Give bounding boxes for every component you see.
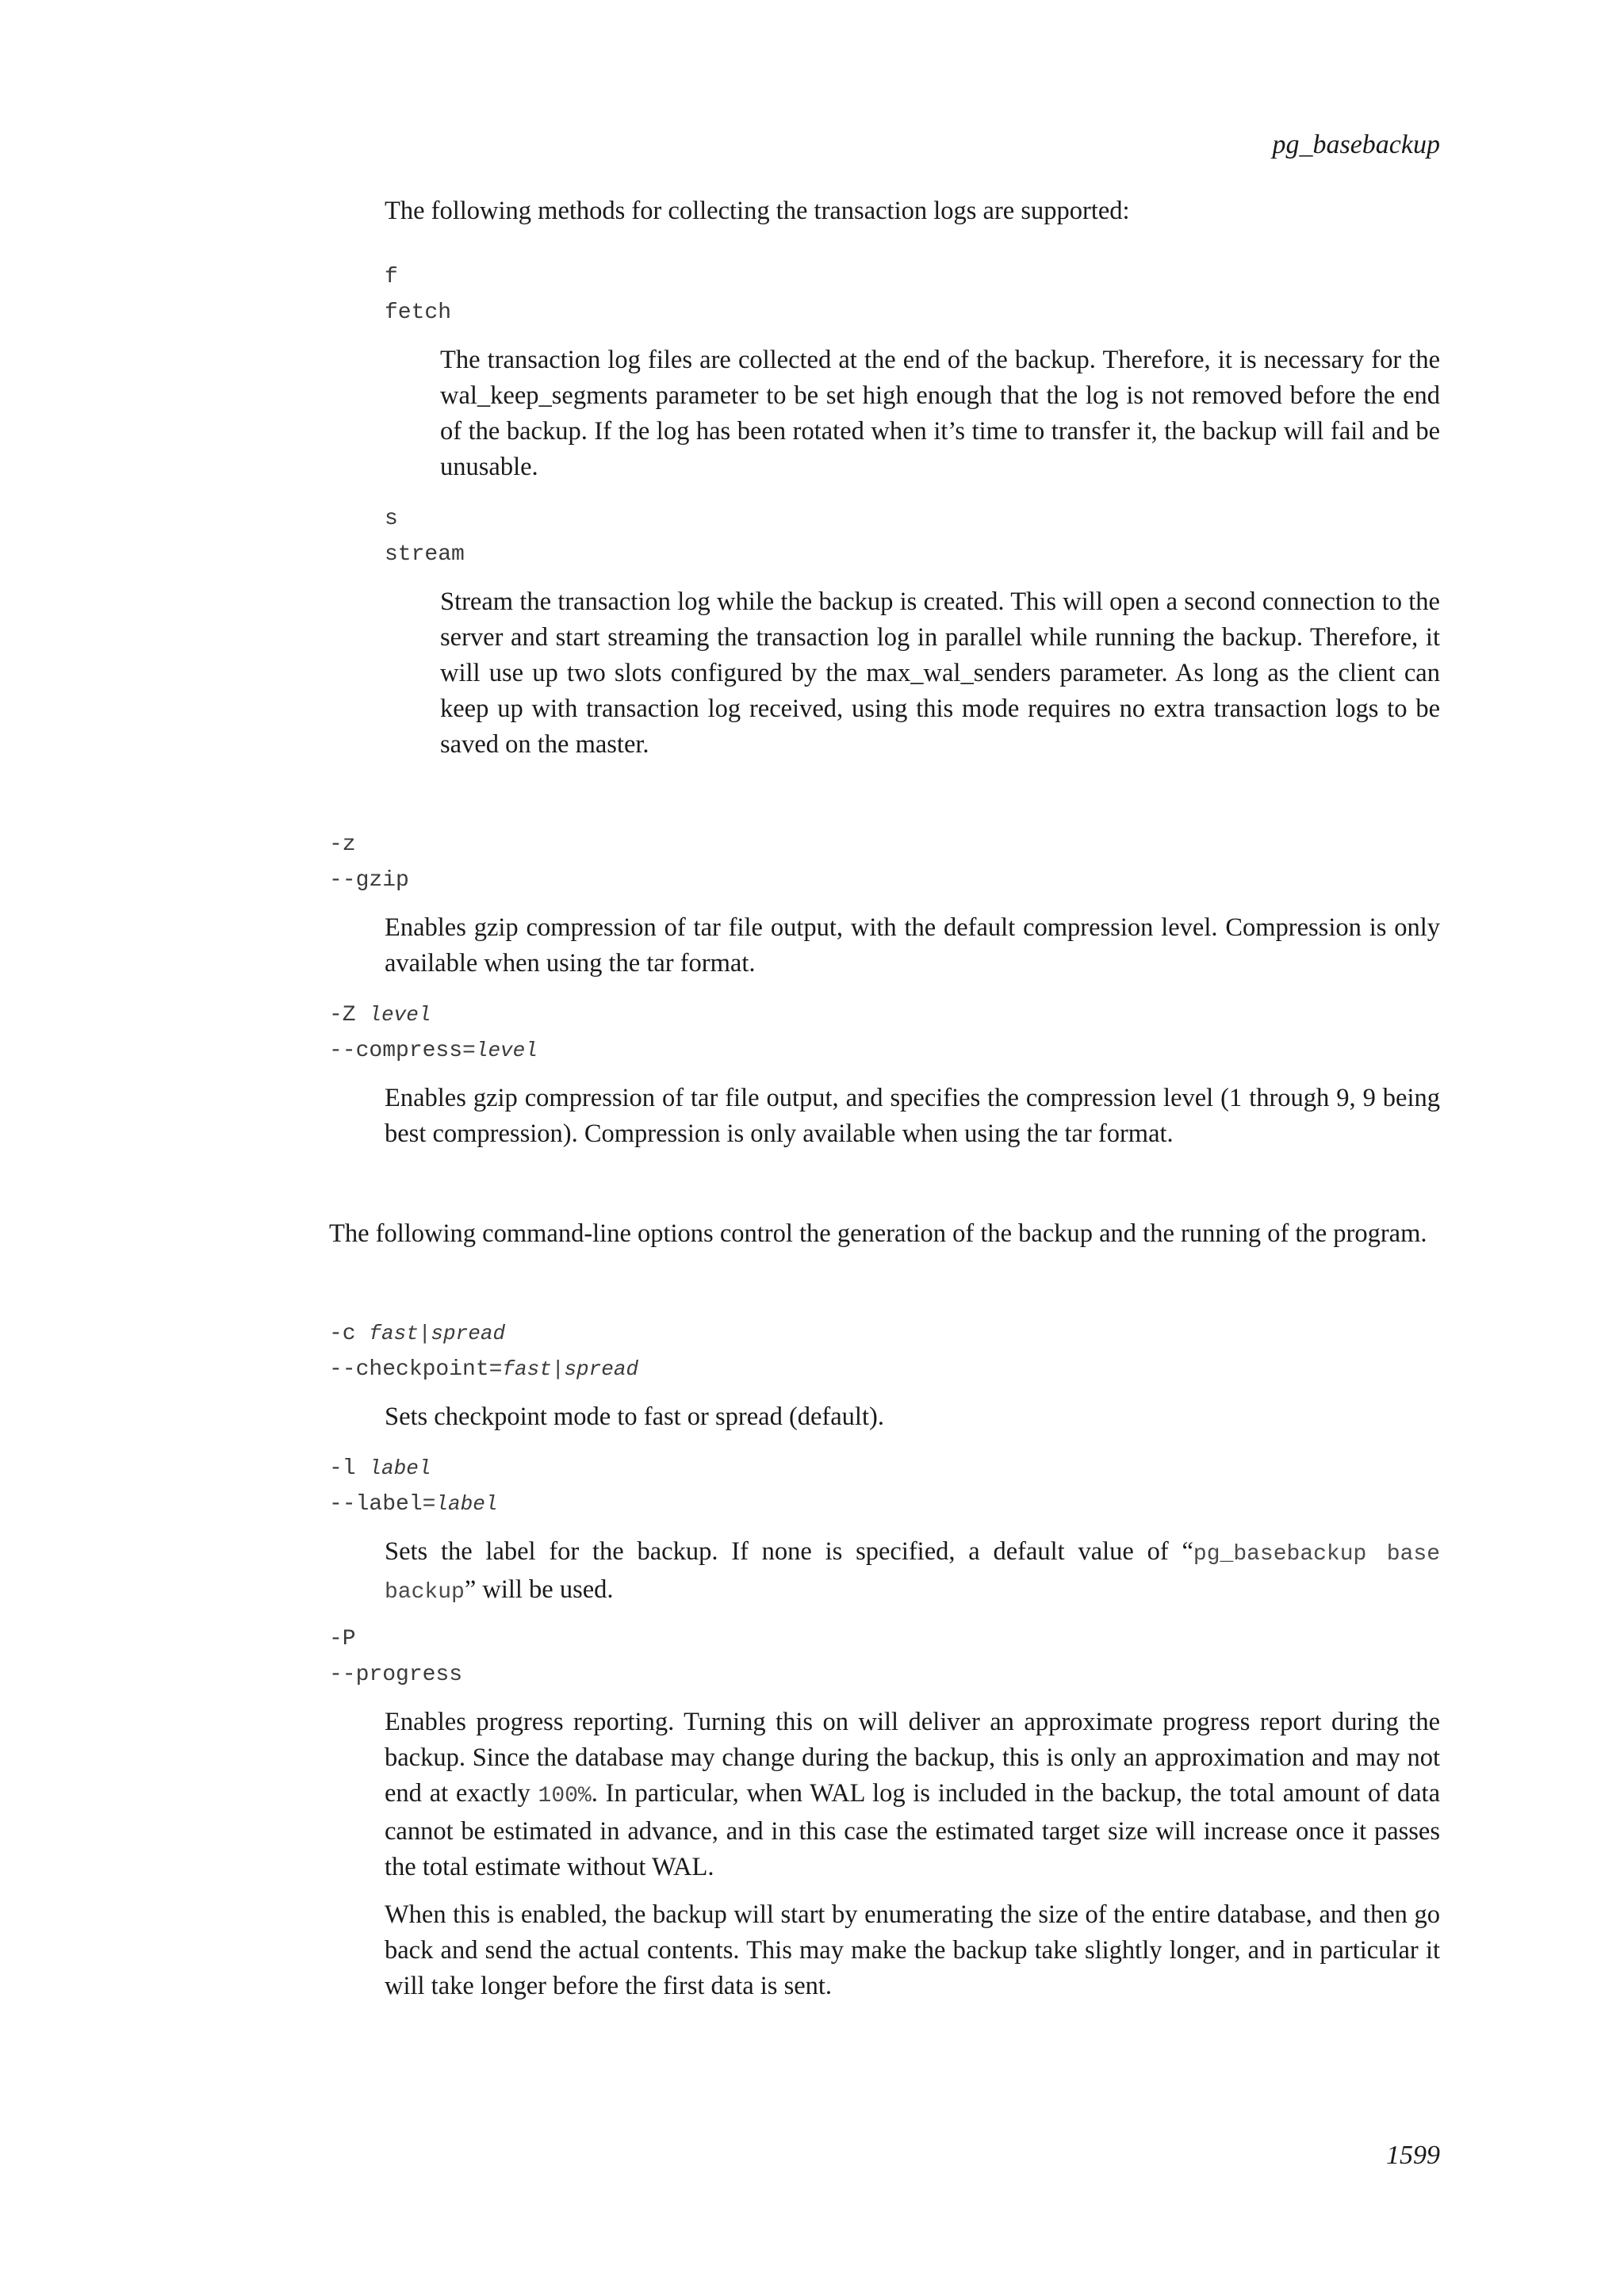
- label-default-value: pg_basebackup base backup: [385, 1542, 1441, 1605]
- option-checkpoint-long: [329, 1352, 1440, 1387]
- option-label-long-flag: --label=: [329, 1492, 436, 1517]
- running-title: pg_basebackup: [1272, 130, 1440, 159]
- option-checkpoint-short-flag: -c: [329, 1322, 356, 1346]
- progress-description: [385, 1705, 1440, 1885]
- progress-percent-value: 100%: [538, 1784, 592, 1808]
- progress-description-text-2: . In particular, when WAL log is included in the backup, the total amount of data cannot be estimated in advance, and in this case the estimated target size will increase once it passes the total estimate without WAL.: [385, 1779, 1440, 1881]
- checkpoint-description: Sets checkpoint mode to fast or spread (default).: [385, 1402, 884, 1431]
- option-checkpoint-short-arg: fast|spread: [369, 1322, 506, 1345]
- option-label-long-arg: label: [435, 1492, 498, 1516]
- option-label-short: [329, 1451, 1440, 1487]
- option-label-short-arg: label: [369, 1456, 431, 1480]
- option-fetch-long: fetch: [385, 300, 452, 325]
- label-description: [385, 1534, 1440, 1610]
- option-compress-long-arg: level: [475, 1039, 538, 1062]
- option-gzip-long: --gzip: [329, 868, 409, 893]
- label-description-text-2: ” will be used.: [464, 1575, 614, 1604]
- option-stream-long: stream: [385, 542, 465, 567]
- option-compress-short: [329, 997, 1440, 1033]
- option-stream-short: s: [385, 507, 398, 531]
- option-compress-long: [329, 1033, 1440, 1069]
- wal-methods-intro: The following methods for collecting the transaction logs are supported:: [385, 197, 1130, 225]
- stream-description: Stream the transaction log while the backup is created. This will open a second connection to the server and start streaming the transaction log in parallel while running the backup. Therefore, it will use up two slots configured by the max_wal_senders parameter. As long as the client can keep up with transaction log received, using this mode requires no extra transaction logs to be saved on the master.: [440, 587, 1440, 759]
- label-description-text-1: Sets the label for the backup. If none is specified, a default value of “: [385, 1537, 1193, 1566]
- control-options-intro: The following command-line options control the generation of the backup and the running of the program.: [329, 1219, 1427, 1248]
- option-progress-short: -P: [329, 1627, 356, 1651]
- gzip-description: Enables gzip compression of tar file output, with the default compression level. Compression is only available when using the tar format.: [385, 913, 1440, 978]
- option-checkpoint-short: [329, 1316, 1440, 1352]
- progress-description-text-1: Enables progress reporting. Turning this on will deliver an approximate progress report during the backup. Since the database may change during the backup, this is only an approximation and may not end at exactly: [385, 1708, 1440, 1808]
- compress-description: Enables gzip compression of tar file output, and specifies the compression level (1 through 9, 9 being best compression). Compression is only available when using the tar format.: [385, 1084, 1440, 1148]
- option-gzip-short: -z: [329, 832, 356, 857]
- option-label-short-flag: -l: [329, 1456, 356, 1481]
- option-compress-short-flag: -Z: [329, 1003, 356, 1027]
- option-checkpoint-long-arg: fast|spread: [502, 1357, 639, 1381]
- option-fetch-short: f: [385, 265, 398, 289]
- fetch-description: The transaction log files are collected at the end of the backup. Therefore, it is necessary for the wal_keep_segments parameter to be set high enough that the log is not removed before the end of the backup. If the log has been rotated when it’s time to transfer it, the backup will fail and be unusable.: [440, 346, 1440, 481]
- option-compress-short-arg: level: [369, 1003, 431, 1027]
- option-compress-long-flag: --compress=: [329, 1039, 476, 1063]
- option-progress-long: --progress: [329, 1663, 463, 1687]
- option-label-long: [329, 1487, 1440, 1522]
- option-checkpoint-long-flag: --checkpoint=: [329, 1357, 503, 1382]
- progress-description-2: When this is enabled, the backup will start by enumerating the size of the entire database, and then go back and send the actual contents. This may make the backup take slightly longer, and in particular it will take longer before the first data is sent.: [385, 1900, 1440, 2000]
- page-number: 1599: [1386, 2141, 1440, 2170]
